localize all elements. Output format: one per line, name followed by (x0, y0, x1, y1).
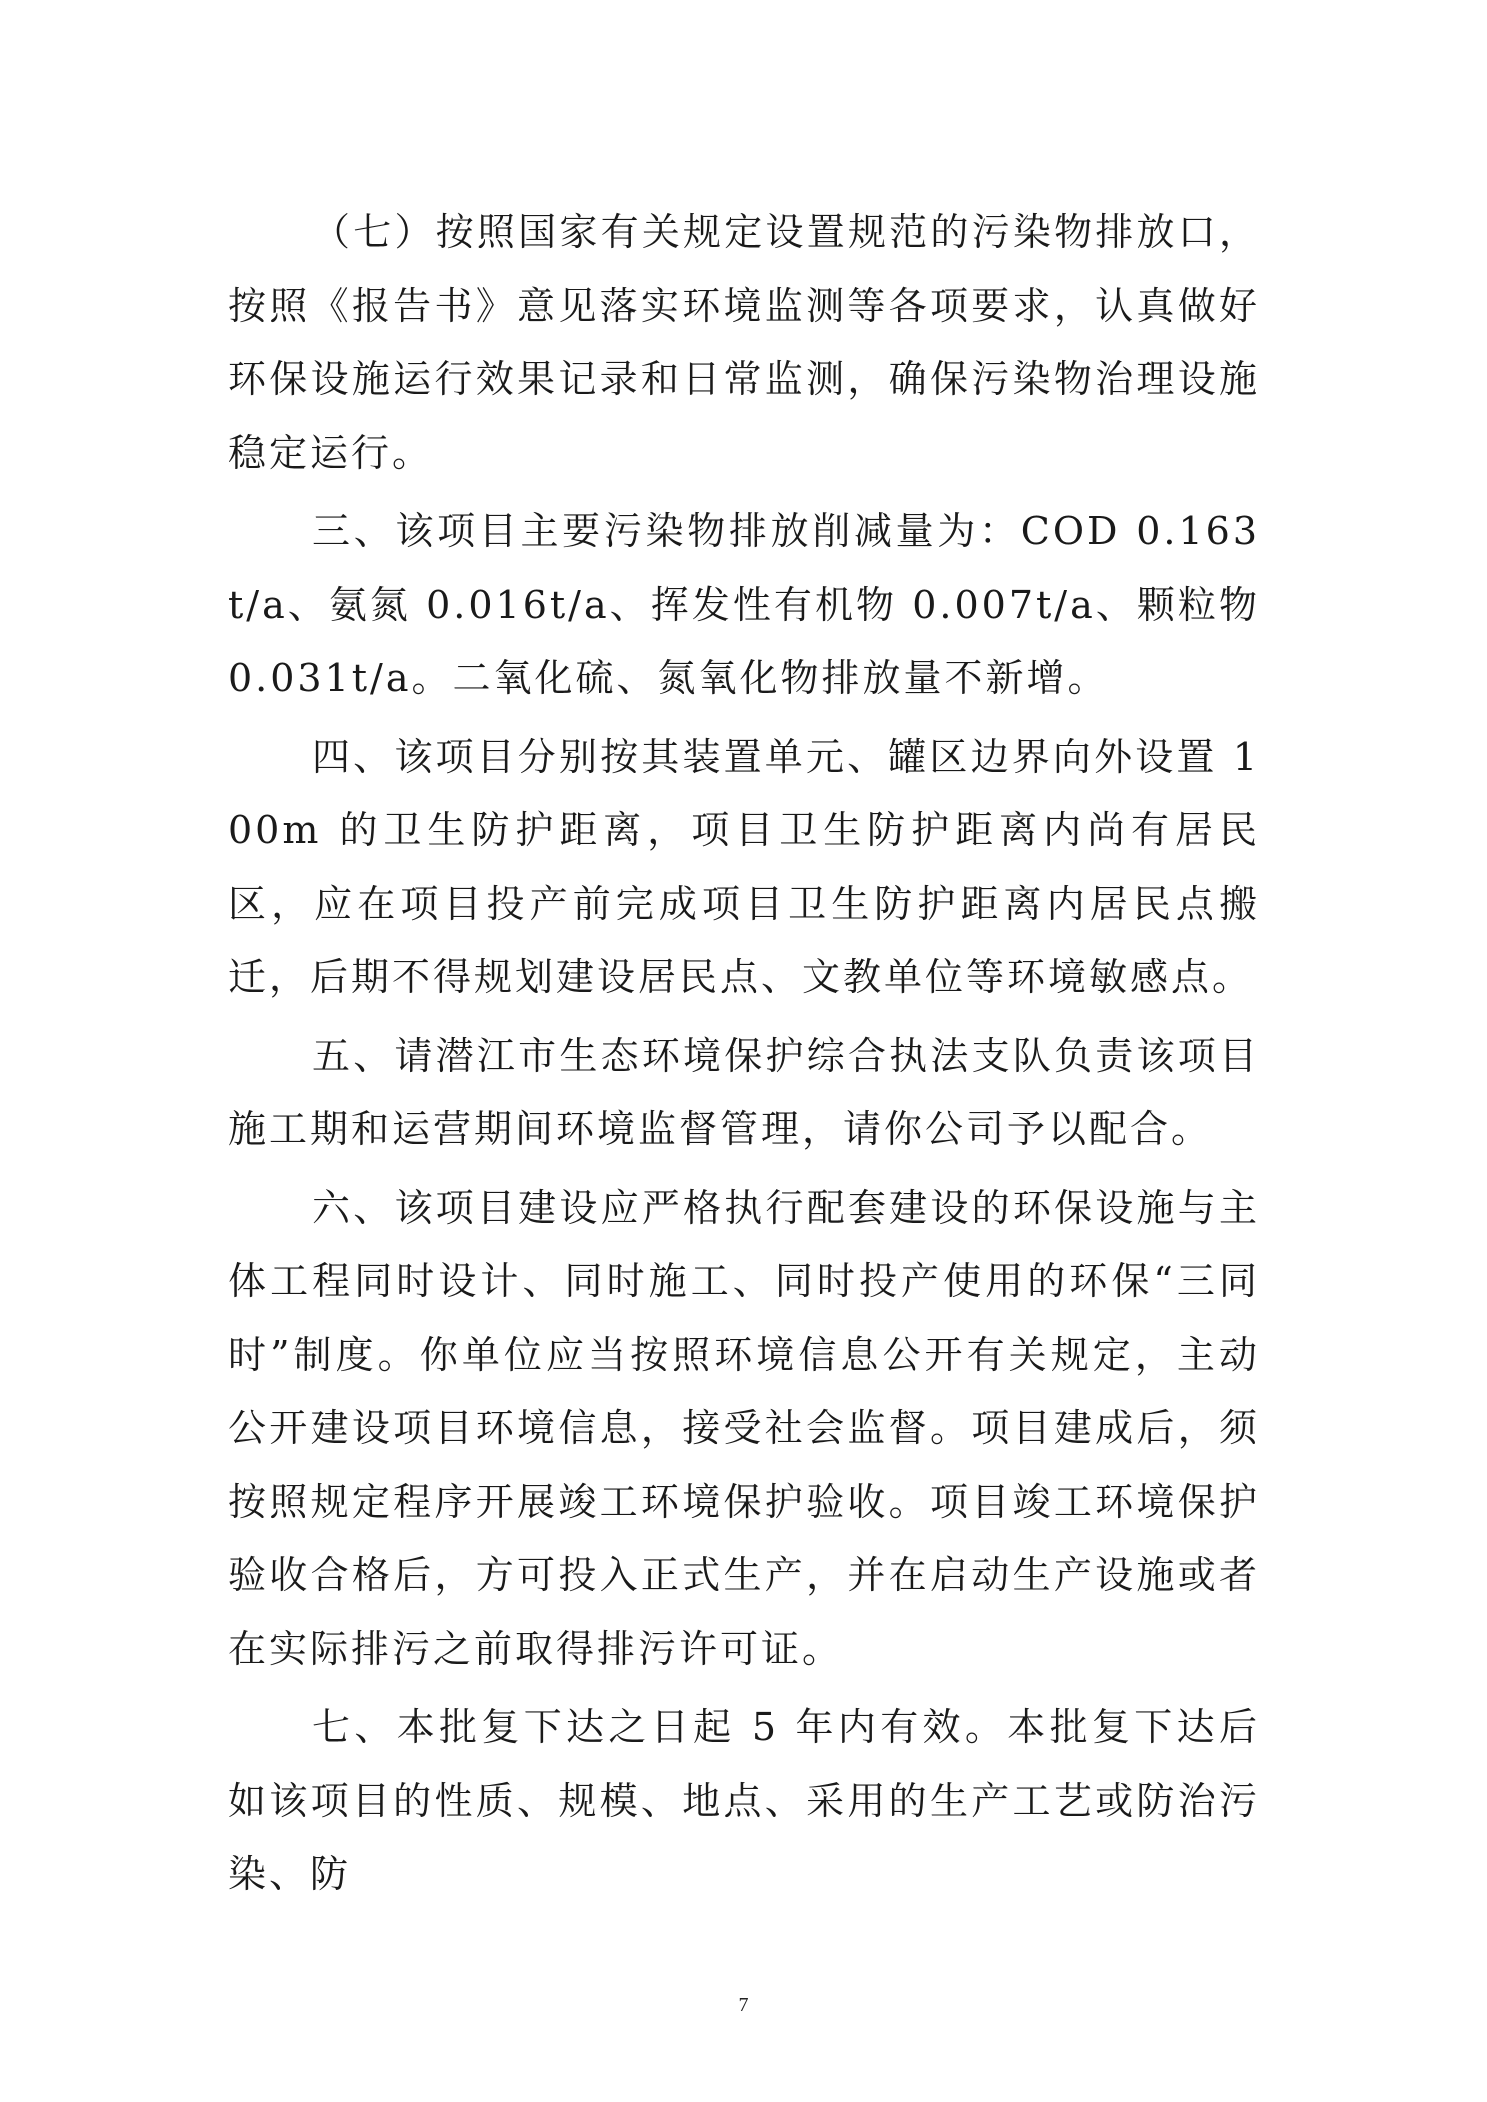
paragraph-section-7: 七、本批复下达之日起 5 年内有效。本批复下达后如该项目的性质、规模、地点、采用的生产工艺或防治污染、防 (228, 1705, 1260, 1896)
paragraph-section-4: 四、该项目分别按其装置单元、罐区边界向外设置 100m 的卫生防护距离，项目卫生防护距离内尚有居民区，应在项目投产前完成项目卫生防护距离内居民点搬迁，后期不得规划建设居民点、文教单位等环境敏感点。 (228, 734, 1260, 999)
paragraph-section-5: 五、请潜江市生态环境保护综合执法支队负责该项目施工期和运营期间环境监督管理，请你公司予以配合。 (228, 1033, 1260, 1151)
page-number: 7 (738, 1994, 749, 2016)
paragraph-section-6: 六、该项目建设应严格执行配套建设的环保设施与主体工程同时设计、同时施工、同时投产使用的环保“三同时”制度。你单位应当按照环境信息公开有关规定，主动公开建设项目环境信息，接受社会监督。项目建成后，须按照规定程序开展竣工环境保护验收。项目竣工环境保护验收合格后，方可投入正式生产，并在启动生产设施或者在实际排污之前取得排污许可证。 (228, 1185, 1260, 1671)
paragraph-item-7: （七）按照国家有关规定设置规范的污染物排放口，按照《报告书》意见落实环境监测等各项要求，认真做好环保设施运行效果记录和日常监测，确保污染物治理设施稳定运行。 (228, 210, 1260, 475)
document-body (228, 196, 1260, 1917)
paragraph-section-3: 三、该项目主要污染物排放削减量为：COD 0.163t/a、氨氮 0.016t/a、挥发性有机物 0.007t/a、颗粒物 0.031t/a。二氧化硫、氮氧化物排放量不新增。 (228, 509, 1260, 700)
